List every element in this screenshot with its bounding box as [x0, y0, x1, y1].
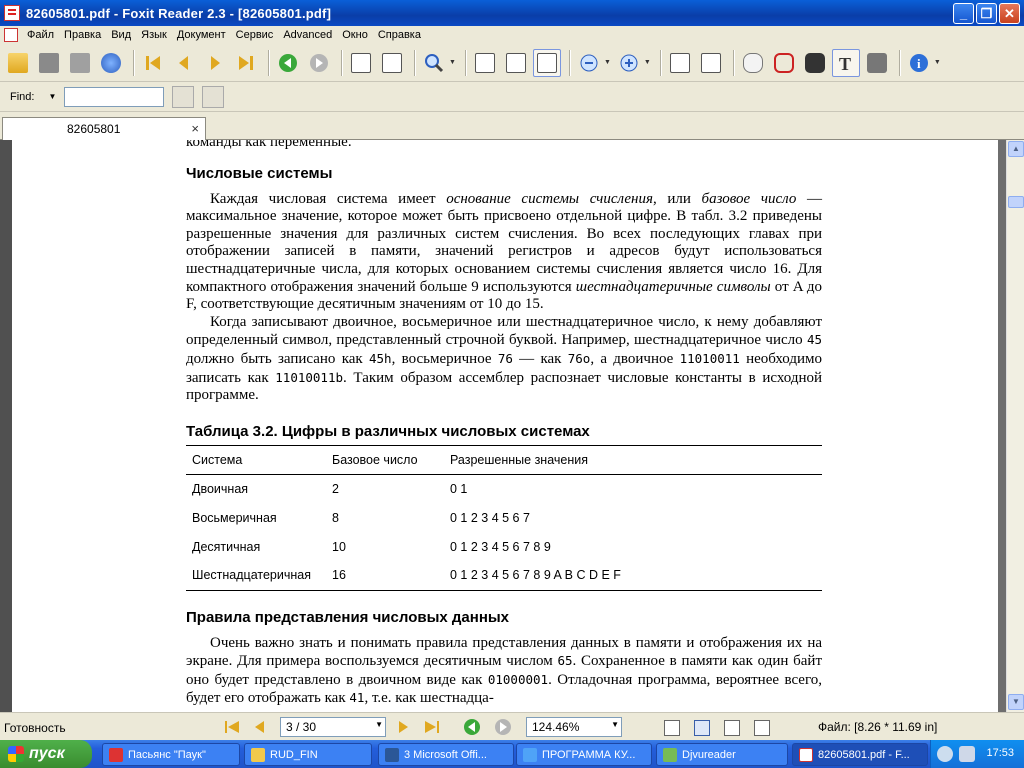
snapshot-button[interactable] — [863, 49, 891, 77]
p2-code-76o: 76o — [567, 350, 591, 366]
status-forward-icon[interactable] — [494, 718, 512, 736]
find-bar — [0, 82, 1024, 112]
p1-text-c: , или — [652, 190, 702, 207]
table-row — [186, 475, 822, 504]
word-icon — [385, 748, 399, 762]
next-page-button[interactable] — [201, 49, 229, 77]
toolbar-separator — [341, 50, 342, 76]
document-tab-label: 82605801 — [67, 122, 121, 136]
hand-icon — [743, 53, 763, 73]
find-options-icon[interactable]: ▼ — [48, 92, 57, 101]
document-tab[interactable] — [2, 117, 206, 140]
toolbar-separator — [733, 50, 734, 76]
text-cursor-icon — [836, 53, 856, 73]
help-dropdown-icon[interactable]: ▼ — [933, 59, 941, 66]
next-page-icon — [205, 53, 225, 73]
taskbar-item-label: ПРОГРАММА КУ... — [542, 748, 636, 761]
close-button[interactable]: ✕ — [999, 3, 1020, 24]
camera-icon — [867, 53, 887, 73]
scroll-up-icon[interactable]: ▲ — [1008, 141, 1024, 157]
folder-icon — [8, 53, 28, 73]
continuous-facing-view-icon[interactable] — [754, 720, 770, 736]
page-copy-icon — [351, 53, 371, 73]
p2-text-e: , восьмеричное — [391, 350, 498, 367]
table-row — [186, 504, 822, 533]
open-button[interactable] — [4, 49, 32, 77]
p3-text-g: , т.е. как шестнадца- — [364, 690, 494, 707]
menu-document[interactable]: Документ — [176, 29, 226, 41]
solitaire-icon — [109, 748, 123, 762]
toolbar-separator — [660, 50, 661, 76]
table-cell: 16 — [326, 561, 444, 590]
first-page-icon — [143, 53, 163, 73]
table-cell: 8 — [332, 510, 339, 525]
page-gutter — [0, 140, 12, 712]
window-title: 82605801.pdf - Foxit Reader 2.3 - [82605801.pdf] — [26, 5, 332, 21]
folder-icon — [251, 748, 265, 762]
menu-help[interactable]: Справка — [377, 29, 421, 41]
go-forward-button[interactable] — [305, 49, 333, 77]
toolbar-separator — [569, 50, 570, 76]
first-page-button[interactable] — [139, 49, 167, 77]
foxit-app-icon[interactable] — [4, 5, 20, 21]
status-next-page-icon[interactable] — [396, 720, 412, 734]
p2-text-k: необходимо записать как — [186, 350, 822, 386]
p2-text-c: должно быть записано как — [186, 350, 369, 367]
vertical-scrollbar[interactable] — [1006, 140, 1024, 712]
table-header-base: Базовое число — [326, 445, 444, 475]
toolbar-separator — [414, 50, 415, 76]
menu-edit[interactable]: Правка — [64, 29, 102, 41]
magnifier-icon — [424, 53, 444, 73]
zoom-in-dropdown-icon[interactable]: ▼ — [643, 59, 651, 66]
paragraph-1 — [186, 191, 822, 314]
p3-text-a: Очень важно знать и понимать правила представления данных в памяти и отображения их на экране. Для примера воспользуемся десятичным числом — [186, 634, 822, 670]
zoom-in-button[interactable] — [615, 49, 643, 77]
fit-width-button[interactable] — [533, 49, 561, 77]
menu-bar — [0, 26, 1024, 44]
main-toolbar — [0, 44, 1024, 82]
page-number-value: 3 / 30 — [286, 720, 317, 734]
table-cell: Десятичная — [192, 539, 261, 554]
taskbar-item-label: 82605801.pdf - F... — [818, 748, 910, 761]
taskbar-item-foxit[interactable] — [792, 743, 928, 766]
toolbar-separator — [133, 50, 134, 76]
toolbar-separator — [268, 50, 269, 76]
save-button[interactable] — [35, 49, 63, 77]
svg-text:T: T — [838, 53, 851, 73]
taskbar-item-rud-fin[interactable] — [244, 743, 372, 766]
system-tray — [930, 740, 1024, 768]
menu-window[interactable]: Окно — [342, 29, 368, 41]
minimize-button[interactable]: _ — [953, 3, 974, 24]
p2-code-45h: 45h — [369, 350, 392, 366]
zoom-out-dropdown-icon[interactable]: ▼ — [603, 59, 611, 66]
continuous-view-icon[interactable] — [694, 720, 710, 736]
status-bar — [0, 712, 1024, 740]
page-number-field[interactable] — [280, 717, 386, 737]
p2-code-binary-b: 11010011b — [275, 369, 343, 385]
menu-file[interactable]: Файл — [27, 29, 55, 41]
globe-mail-icon — [101, 53, 121, 73]
paragraph-3 — [186, 635, 822, 708]
table-cell: 0 1 2 3 4 5 6 7 8 9 A B C D E F — [444, 561, 822, 590]
table-cell: 2 — [332, 482, 339, 497]
restore-button[interactable]: ❐ — [976, 3, 997, 24]
plus-circle-icon — [619, 53, 639, 73]
page-dropdown-icon[interactable]: ▼ — [375, 720, 383, 729]
prev-page-button[interactable] — [170, 49, 198, 77]
table-title: Таблица 3.2. Цифры в различных числовых системах — [186, 422, 590, 440]
info-icon — [909, 53, 929, 73]
binoculars-icon — [805, 53, 825, 73]
toolbar-separator — [465, 50, 466, 76]
forward-circle-icon — [309, 53, 329, 73]
taskbar-item-ms-office[interactable] — [378, 743, 514, 766]
window-controls — [953, 3, 1020, 24]
taskbar-item-program[interactable] — [516, 743, 652, 766]
number-systems-table — [186, 445, 822, 591]
find-button[interactable] — [801, 49, 829, 77]
single-page-view-icon[interactable] — [664, 720, 680, 736]
minus-circle-icon — [579, 53, 599, 73]
hand-tool-button[interactable] — [739, 49, 767, 77]
zoom-tool-button[interactable] — [420, 49, 448, 77]
foxit-icon — [799, 748, 813, 762]
find-input[interactable] — [64, 87, 164, 107]
browser-icon — [523, 748, 537, 762]
table-header-values: Разрешенные значения — [444, 445, 822, 475]
scroll-down-icon[interactable]: ▼ — [1008, 694, 1024, 710]
table-row — [186, 561, 822, 590]
top-fragment: команды как переменные. — [186, 140, 352, 150]
document-viewport[interactable] — [0, 140, 1006, 712]
actual-size-icon — [475, 53, 495, 73]
page-size-info: Файл: [8.26 * 11.69 in] — [818, 720, 938, 734]
fit-page-button[interactable] — [502, 49, 530, 77]
email-button[interactable] — [97, 49, 125, 77]
p2-code-45: 45 — [806, 332, 822, 348]
p3-text-e: . Отладочная программа, вероятнее всего, будет его отображать как — [186, 671, 822, 707]
menu-view[interactable]: Вид — [111, 29, 132, 41]
table-cell: 10 — [332, 539, 346, 554]
thumbnail-icon — [701, 53, 721, 73]
back-circle-icon — [278, 53, 298, 73]
document-menu-icon[interactable] — [4, 28, 18, 42]
find-next-button[interactable] — [202, 86, 224, 108]
zoom-out-button[interactable] — [575, 49, 603, 77]
p2-code-76: 76 — [497, 350, 513, 366]
single-page-button[interactable] — [347, 49, 375, 77]
svg-text:i: i — [916, 55, 921, 71]
p1-italic-hex-symbols: шестнадцатеричные символы — [575, 278, 771, 295]
text-viewer-button[interactable] — [770, 49, 798, 77]
printer-icon — [70, 53, 90, 73]
section-title-number-systems: Числовые системы — [186, 164, 333, 182]
p3-code-65: 65 — [557, 653, 573, 669]
table-cell: 0 1 — [450, 482, 468, 497]
find-prev-button[interactable] — [172, 86, 194, 108]
fit-page-icon — [506, 53, 526, 73]
back-arrow-icon[interactable] — [937, 746, 953, 762]
status-prev-page-icon[interactable] — [252, 720, 268, 734]
section-title-data-rules: Правила представления числовых данных — [186, 608, 510, 626]
find-label: Find: — [10, 90, 35, 103]
bookmarks-button[interactable] — [666, 49, 694, 77]
zoom-field-dropdown-icon[interactable]: ▼ — [611, 720, 619, 729]
pages-icon — [382, 53, 402, 73]
p3-code-41: 41 — [349, 690, 365, 706]
p1-italic-base-number: базовое число — [701, 190, 797, 207]
taskbar-item-label: RUD_FIN — [270, 748, 318, 761]
p2-code-binary: 11010011 — [679, 350, 740, 366]
close-tab-icon[interactable]: × — [191, 121, 199, 136]
facing-view-icon[interactable] — [724, 720, 740, 736]
p1-text-a: Каждая числовая система имеет — [210, 190, 447, 207]
zoom-dropdown-icon[interactable]: ▼ — [449, 59, 456, 66]
taskbar-item-label: Пасьянс "Паук" — [128, 748, 206, 761]
p1-text-e: — максимальное значение, которое может быть присвоено отдельной цифре. В табл. 3.2 приведены разрешенные значения для различных систем счисления. Во всех последующих главах при отображении записей в памяти, значений регистров и адресов будут использоваться шестнадцатеричные числа, для которых основанием системы счисления является число 16. Для компактного отображения значений больше 9 используются — [186, 190, 823, 295]
table-header-system: Система — [186, 445, 326, 475]
status-first-page-icon[interactable] — [224, 720, 240, 734]
menu-advanced[interactable]: Advanced — [283, 29, 333, 41]
taskbar-item-label: Djvureader — [682, 748, 736, 761]
menu-tools[interactable]: Сервис — [235, 29, 274, 41]
volume-icon[interactable] — [959, 746, 975, 762]
table-cell: Шестнадцатеричная — [186, 561, 326, 590]
table-cell: Восьмеричная — [192, 510, 277, 525]
windows-taskbar — [0, 740, 1024, 768]
page-content — [186, 140, 822, 708]
title-bar — [0, 0, 1024, 26]
p2-text-a: Когда записывают двоичное, восьмеричное или шестнадцатеричное число, к нему добавляют определенный символ, представленный строчной буквой. Например, шестнадцатеричное число — [186, 313, 822, 349]
continuous-button[interactable] — [378, 49, 406, 77]
p1-text-g: от A до F, соответствующие десятичным значениям от 10 до 15. — [186, 278, 822, 313]
p2-text-m: . Таким образом ассемблер распознает числовые константы в исходной программе. — [186, 369, 823, 404]
print-button[interactable] — [66, 49, 94, 77]
zoom-field[interactable] — [526, 717, 622, 737]
taskbar-item-djvureader[interactable] — [656, 743, 788, 766]
zoom-value: 124.46% — [532, 720, 580, 734]
djvu-icon — [663, 748, 677, 762]
thumbnails-button[interactable] — [697, 49, 725, 77]
menu-language[interactable]: Язык — [141, 29, 167, 41]
about-button[interactable] — [905, 49, 933, 77]
pdf-page[interactable] — [12, 140, 998, 712]
table-row — [186, 533, 822, 562]
p2-text-i: , а двоичное — [590, 350, 680, 367]
taskbar-item-label: 3 Microsoft Offi... — [404, 748, 487, 761]
start-button[interactable] — [0, 740, 92, 768]
floppy-icon — [39, 53, 59, 73]
status-text: Готовность — [4, 721, 66, 735]
clock: 17:53 — [986, 747, 1014, 759]
p2-text-g: — как — [512, 350, 568, 367]
actual-size-button[interactable] — [471, 49, 499, 77]
scroll-thumb[interactable] — [1008, 196, 1024, 208]
table-cell: 0 1 2 3 4 5 6 7 — [450, 510, 530, 525]
table-header-row — [186, 445, 822, 475]
p3-code-binary: 01000001 — [487, 671, 549, 687]
taskbar-item-spider-solitaire[interactable] — [102, 743, 240, 766]
last-page-button[interactable] — [232, 49, 260, 77]
status-back-icon[interactable] — [463, 718, 481, 736]
paragraph-2 — [186, 314, 822, 405]
table-cell: Двоичная — [192, 482, 249, 497]
status-last-page-icon[interactable] — [424, 720, 440, 734]
toolbar-separator — [899, 50, 900, 76]
bookmark-icon — [670, 53, 690, 73]
prev-page-icon — [174, 53, 194, 73]
document-tab-bar — [0, 112, 1024, 140]
select-text-button[interactable] — [832, 49, 860, 77]
start-label: пуск — [29, 745, 65, 762]
fit-width-icon — [537, 53, 557, 73]
go-back-button[interactable] — [274, 49, 302, 77]
windows-flag-icon — [8, 746, 24, 762]
p3-text-c: . Сохраненное в памяти как один байт оно будет представлено в двоичном виде как — [186, 653, 823, 688]
last-page-icon — [236, 53, 256, 73]
table-cell: 0 1 2 3 4 5 6 7 8 9 — [450, 539, 551, 554]
glasses-icon — [774, 53, 794, 73]
p1-italic-base: основание системы счисления — [446, 190, 653, 207]
